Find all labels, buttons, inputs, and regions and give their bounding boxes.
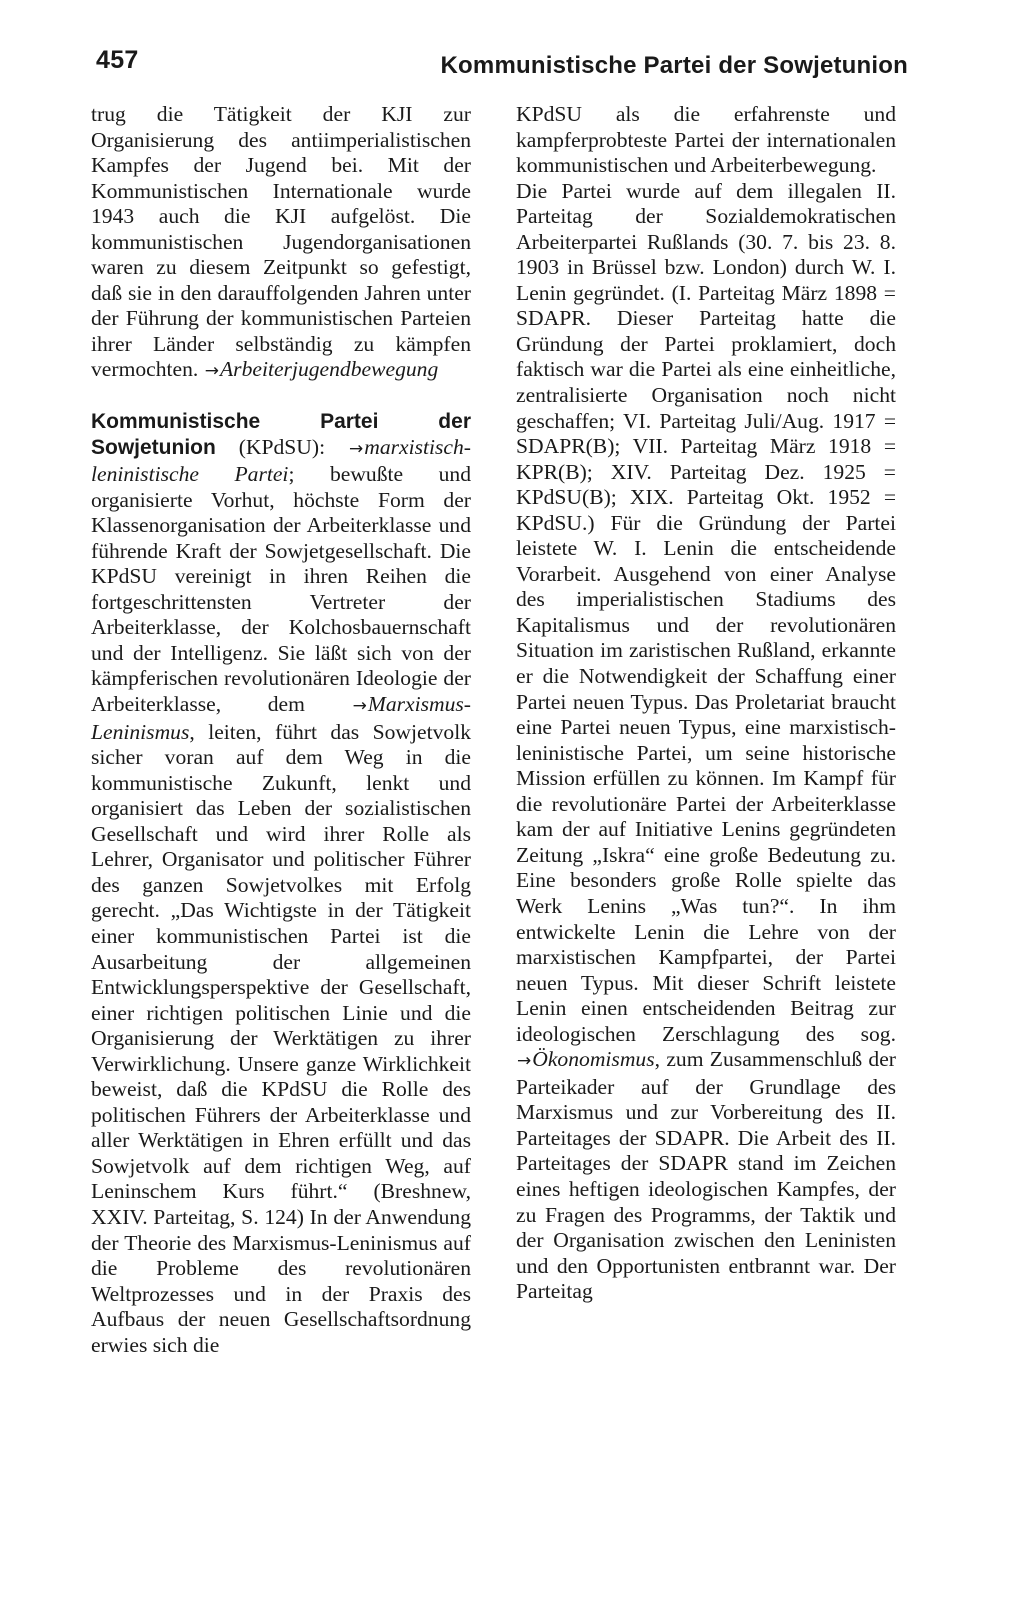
- cross-reference-marxistisch-leninistische-partei[interactable]: marxistisch-leninistische Partei: [91, 434, 471, 487]
- arrow-right-icon: →: [348, 438, 364, 459]
- entry-text: , leiten, führt das Sowjetvolk sicher voran auf dem Weg in die kommunistische Zukunft, lenkt und organisiert das Leben der sozialistischen Gesellschaft und wird ihrer Rolle als Lehrer, Organisator und politischer Führer des ganzen Sowjetvolkes mit Erfolg gerecht. „Das Wichtigste in der Tätigkeit einer kommunistischen Partei ist die Ausarbeitung der allgemeinen Entwicklungsperspektive der Gesellschaft, einer richtigen politischen Linie und die Organisierung der Werktätigen zu ihrer Verwirklichung. Unsere ganze Wirklichkeit beweist, daß die KPdSU die Rolle des politischen Führers der Arbeiterklasse und aller Werktätigen in Ehren erfüllt und das Sowjetvolk auf dem richtigen Weg, auf Leninschem Kurs führt.“ (Breshnew, XXIV. Parteitag, S. 124) In der Anwendung der Theorie des Marxismus-Leninismus auf die Probleme des revolutionären Weltprozesses und in der Praxis des Aufbaus der neuen Gesellschaftsordnung erwies sich die: [91, 719, 471, 1357]
- entry-headword: Kommunistische Partei der Sowjetunion: [91, 410, 471, 459]
- arrow-right-icon: →: [517, 1051, 532, 1072]
- page-number: 457: [96, 46, 139, 74]
- paragraph-kpdsu-experience: KPdSU als die erfahrenste und kampferprobteste Partei der internationalen kommunistischen und Arbeiterbewegung.: [516, 102, 896, 178]
- entry-kpdsu: [91, 409, 471, 1358]
- paragraph-text: Die Partei wurde auf dem illegalen II. Parteitag der Sozialdemokratischen Arbeiterpartei Rußlands (30. 7. bis 23. 8. 1903 in Brüssel bzw. London) durch W. I. Lenin gegründet. (I. Parteitag März 1898 = SDAPR. Dieser Parteitag hatte die Gründung der Partei proklamiert, doch faktisch war die Partei als eine einheitliche, zentralisierte Organisation noch nicht geschaffen; VI. Parteitag Juli/Aug. 1917 = SDAPR(B); VII. Parteitag März 1918 = KPR(B); XIV. Parteitag Dez. 1925 = KPdSU(B); XIX. Parteitag Okt. 1952 = KPdSU.) Für die Gründung der Partei leistete W. I. Lenin die entscheidende Vorarbeit. Ausgehend von einer Analyse des imperialistischen Stadiums des Kapitalismus und der revolutionären Situation im zaristischen Rußland, erkannte er die Notwendigkeit der Schaffung einer Partei neuen Typus. Das Proletariat braucht eine Partei neuen Typus, eine marxistisch-leninistische Partei, um seine historische Mission erfüllen zu können. Im Kampf für die revolutionäre Partei der Arbeiterklasse kam der auf Initiative Lenins gegründeten Zeitung „Iskra“ eine große Bedeutung zu. Eine besonders große Rolle spielte das Werk Lenins „Was tun?“. In ihm entwickelte Lenin die Lehre von der marxistischen Kampfpartei, der Partei neuen Typus. Mit dieser Schrift leistete Lenin einen entscheidenden Beitrag zur ideologischen Zerschlagung des sog.: [516, 178, 896, 1046]
- paragraph-kji-continuation: [91, 102, 471, 385]
- entry-spacer: [91, 385, 471, 409]
- entry-abbreviation: (KPdSU):: [238, 434, 326, 459]
- cross-reference-arbeiterjugendbewegung[interactable]: Arbeiterjugendbewegung: [219, 357, 439, 382]
- cross-reference-oekonomismus[interactable]: Ökonomismus: [532, 1047, 655, 1072]
- left-column: [91, 102, 471, 1358]
- paragraph-text: , zum Zusammenschluß der Parteikader auf der Grundlage des Marxismus und zur Vorbereitung des II. Parteitages der SDAPR. Die Arbeit des II. Parteitages der SDAPR stand im Zeichen eines heftigen ideologischen Kampfes, der zu Fragen des Programms, der Taktik und der Organisation zwischen den Leninisten und den Opportunisten entbrannt war. Der Parteitag: [516, 1047, 896, 1304]
- arrow-right-icon: →: [204, 361, 219, 382]
- arrow-right-icon: →: [352, 696, 367, 717]
- paragraph-text: trug die Tätigkeit der KJI zur Organisierung des antiimperialistischen Kampfes der Jugend bei. Mit der Kommunistischen Internationale wurde 1943 auch die KJI aufgelöst. Die kommunistischen Jugendorganisationen waren zu diesem Zeitpunkt so gefestigt, daß sie in den darauffolgenden Jahren unter der Führung der kommunistischen Parteien ihrer Länder selbständig zu kämpfen vermochten.: [91, 102, 471, 382]
- running-head: Kommunistische Partei der Sowjetunion: [440, 52, 908, 79]
- cross-reference-marxismus-leninismus[interactable]: Marxismus-Leninismus: [91, 692, 471, 744]
- paragraph-party-founding: [516, 179, 896, 1305]
- right-column: [516, 102, 896, 1305]
- entry-text: ; bewußte und organisierte Vorhut, höchste Form der Klassenorganisation der Arbeiterklasse und führende Kraft der Sowjetgesellschaft. Die KPdSU vereinigt in ihren Reihen die fortgeschrittensten Vertreter der Arbeiterklasse, der Kolchosbauernschaft und der Intelligenz. Sie läßt sich von der kämpferischen revolutionären Ideologie der Arbeiterklasse, dem: [91, 462, 471, 717]
